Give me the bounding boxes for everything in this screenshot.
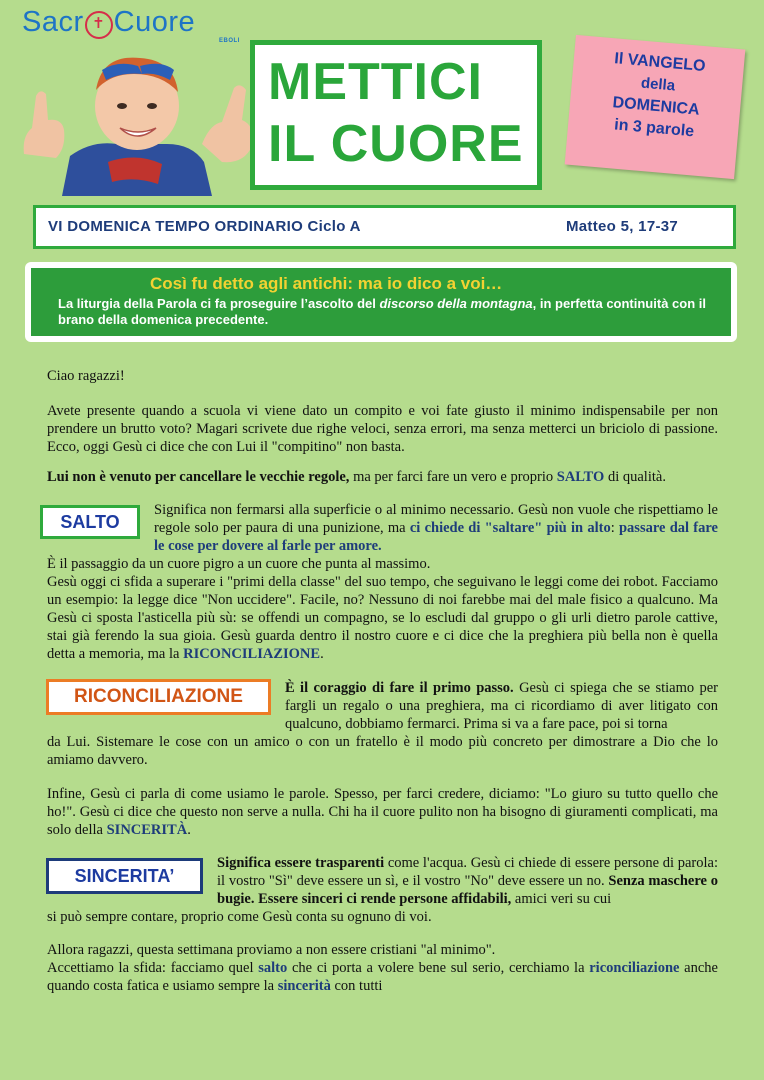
- salto-d: passare dal fare le cose per dovere al farle per amore.: [154, 520, 718, 554]
- words-b: .: [187, 822, 191, 838]
- closing-a: Accettiamo la sfida: facciamo quel: [47, 960, 259, 976]
- closing-line-1: Allora ragazzi, questa settimana proviamo a non essere cristiani "al minimo".: [47, 942, 496, 958]
- thesis-keyword: SALTO: [556, 469, 605, 485]
- closing-b: che ci porta a volere bene sul serio, cerchiamo la: [287, 960, 590, 976]
- paragraph-intro: Avete presente quando a scuola vi viene dato un compito e voi fate giusto il minimo indispensabile per non prendere un brutto voto? Magari scrivete due righe veloci, senza errori, ma senza metterci un briciolo di passione. Ecco, oggi Gesù ci dice che con Lui il "compitino" non basta.: [47, 403, 718, 455]
- thesis-a: ma per farci fare un vero e proprio: [349, 469, 557, 485]
- closing-keyword-2: riconciliazione: [589, 960, 680, 976]
- words-a: Infine, Gesù ci parla di come usiamo le parole. Spesso, per farci credere, diciamo: "Lo giuro su tutto quello che ho!". Gesù ci dice che questo non serve a nulla. Chi ha il cuore pulito non ha bisogno di giuramenti complicati, ma solo della: [47, 786, 718, 838]
- sin-c: Senza maschere o bugie. Essere sinceri ci rende persone affidabili,: [217, 873, 718, 907]
- closing-line-2: [47, 959, 718, 995]
- closing-d: con tutti: [330, 978, 383, 994]
- greeting: Ciao ragazzi!: [47, 368, 125, 384]
- salto-c: :: [610, 520, 619, 536]
- banner-body-b: , in perfetta continuità con il brano della domenica precedente.: [58, 296, 706, 327]
- liturgical-sunday: VI DOMENICA TEMPO ORDINARIO Ciclo A: [48, 218, 361, 235]
- ric-a: Gesù ci spiega che se stiamo per fargli un regalo o una preghiera, ma ci ricordiamo di aver litigato con qualcuno, dobbiamo fermarci. Prima si va a fare pace, poi si torna: [285, 680, 718, 732]
- keyword-box-salto: SALTO: [40, 505, 140, 539]
- closing-keyword-1: salto: [258, 960, 288, 976]
- child-thumbs-up-illustration: [22, 44, 257, 196]
- logo: [22, 6, 195, 39]
- note-line-1: Il VANGELO: [613, 50, 707, 76]
- banner-body: [58, 296, 718, 328]
- sin-bold: Significa essere trasparenti: [217, 855, 385, 871]
- words-keyword: SINCERITÀ: [106, 822, 188, 838]
- title-line-2: IL CUORE: [268, 115, 524, 173]
- challenge-b: .: [320, 646, 324, 662]
- sincerita-continued: si può sempre contare, proprio come Gesù conta su ognuno di voi.: [47, 909, 432, 925]
- challenge-a: Gesù oggi ci sfida a superare i "primi della classe" del suo tempo, che seguivano le leggi come dei robot. Facciamo un esempio: la legge dice "Non uccidere". Facile, no? Nessuno di noi farebbe mai del male fisico a qualcuno. Ma Gesù ci sposta l'asticella più sù: se offendi un compagno, se lo escludi dal gruppo o gli urli dietro parole cattive, stai già ferendo la sua gioia. Gesù guarda dentro il nostro cuore e ci dice che la preghiera più bella non è quella detta a memoria, ma la: [47, 574, 718, 662]
- closing-c: anche quando costa fatica e usiamo sempre la: [47, 960, 718, 994]
- banner-heading: Così fu detto agli antichi: ma io dico a voi…: [150, 274, 503, 293]
- logo-text-b: Cuore: [113, 6, 196, 38]
- note-line-2: della: [640, 74, 676, 95]
- sincerita-definition: [217, 854, 718, 908]
- salto-a: Significa non fermarsi alla superficie o al minimo necessario. Gesù non vuole che rispettiamo le regole solo per paura di una punizione, ma: [154, 502, 718, 536]
- closing-keyword-3: sincerità: [277, 978, 331, 994]
- banner-body-a: La liturgia della Parola ci fa proseguire l’ascolto del: [58, 296, 380, 311]
- logo-subtitle: EBOLI: [219, 38, 240, 44]
- heart-cross-icon: ✝: [85, 11, 113, 39]
- salto-definition: [154, 501, 718, 555]
- paragraph-challenge: [47, 573, 718, 663]
- paragraph-thesis: [47, 468, 718, 486]
- keyword-box-riconciliazione: RICONCILIAZIONE: [46, 679, 271, 715]
- sin-a: come l'acqua. Gesù ci chiede di essere persone di parola: il vostro "Sì" deve essere un sì, e il vostro "No" deve essere un no.: [217, 855, 718, 889]
- note-line-3: DOMENICA: [611, 94, 701, 119]
- sin-d: amici veri su cui: [511, 891, 612, 907]
- salto-b: ci chiede di "saltare" più in alto: [409, 520, 611, 536]
- note-line-4: in 3 parole: [613, 116, 695, 141]
- gospel-reference: Matteo 5, 17-37: [566, 218, 679, 235]
- keyword-box-sincerita: SINCERITA’: [46, 858, 203, 894]
- riconciliazione-definition: [285, 679, 718, 733]
- sticky-note-text: [572, 45, 741, 147]
- logo-text-a: Sacr: [22, 6, 84, 38]
- paragraph-words: [47, 785, 718, 839]
- riconciliazione-continued: da Lui. Sistemare le cose con un amico o con un fratello è il modo più concreto per dimostrare a Dio che lo amiamo davvero.: [47, 734, 718, 768]
- ric-bold: È il coraggio di fare il primo passo.: [285, 680, 514, 696]
- title-line-1: METTICI: [268, 53, 483, 111]
- banner-body-em: discorso della montagna: [379, 296, 533, 311]
- salto-summary: È il passaggio da un cuore pigro a un cuore che punta al massimo.: [47, 556, 431, 572]
- thesis-c: di qualità.: [604, 469, 666, 485]
- thesis-bold: Lui non è venuto per cancellare le vecchie regole,: [47, 469, 350, 485]
- challenge-keyword: RICONCILIAZIONE: [183, 646, 321, 662]
